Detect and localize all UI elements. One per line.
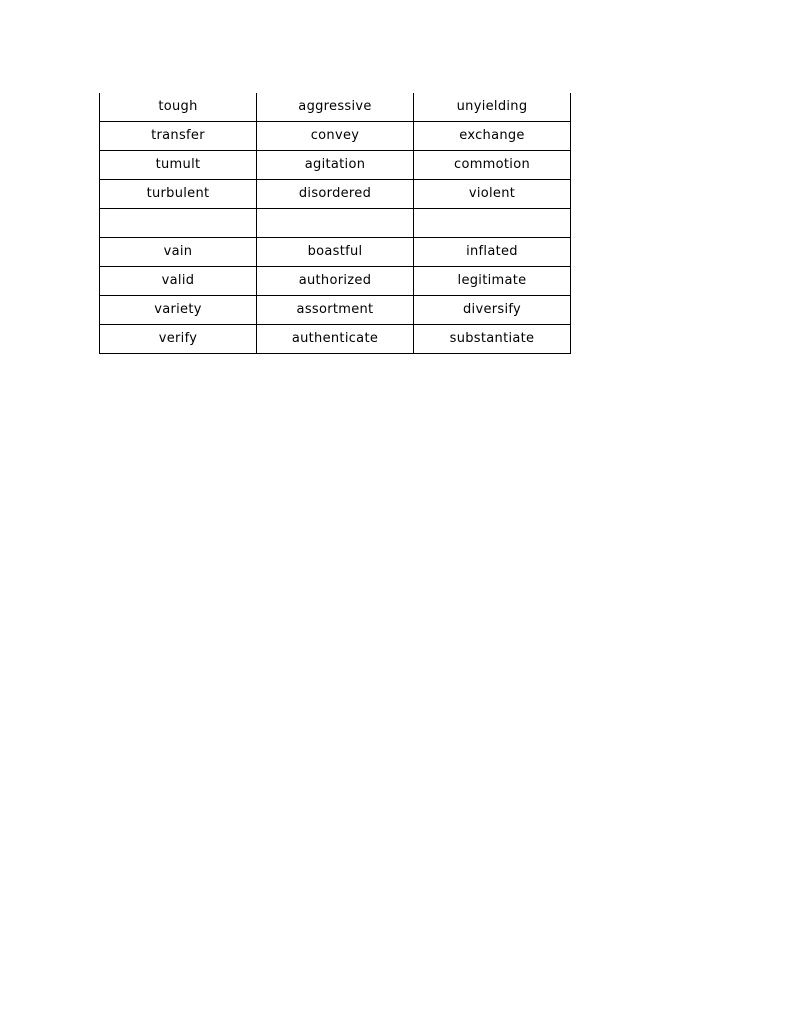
table-cell: exchange <box>414 122 571 151</box>
table-cell: authorized <box>257 267 414 296</box>
table-cell: unyielding <box>414 93 571 122</box>
table-cell: turbulent <box>100 180 257 209</box>
table-cell: vain <box>100 238 257 267</box>
table-cell <box>257 209 414 238</box>
table-cell: inflated <box>414 238 571 267</box>
table-cell: transfer <box>100 122 257 151</box>
table-row <box>100 238 571 267</box>
table-cell: verify <box>100 325 257 354</box>
table-cell: tough <box>100 93 257 122</box>
table-cell: diversify <box>414 296 571 325</box>
table-cell: valid <box>100 267 257 296</box>
table-row <box>100 122 571 151</box>
table-cell: boastful <box>257 238 414 267</box>
table-row <box>100 267 571 296</box>
table-cell: aggressive <box>257 93 414 122</box>
table-cell: agitation <box>257 151 414 180</box>
table-cell: authenticate <box>257 325 414 354</box>
table-cell: substantiate <box>414 325 571 354</box>
table-row <box>100 296 571 325</box>
table-cell: legitimate <box>414 267 571 296</box>
table-row <box>100 180 571 209</box>
table-row <box>100 325 571 354</box>
table-row <box>100 93 571 122</box>
table-cell: tumult <box>100 151 257 180</box>
synonym-table <box>99 93 571 354</box>
table-cell <box>100 209 257 238</box>
table-row-empty <box>100 209 571 238</box>
table-row <box>100 151 571 180</box>
table-cell: violent <box>414 180 571 209</box>
table-cell: convey <box>257 122 414 151</box>
table-cell: disordered <box>257 180 414 209</box>
table-cell: commotion <box>414 151 571 180</box>
table-cell <box>414 209 571 238</box>
table-cell: variety <box>100 296 257 325</box>
table-cell: assortment <box>257 296 414 325</box>
